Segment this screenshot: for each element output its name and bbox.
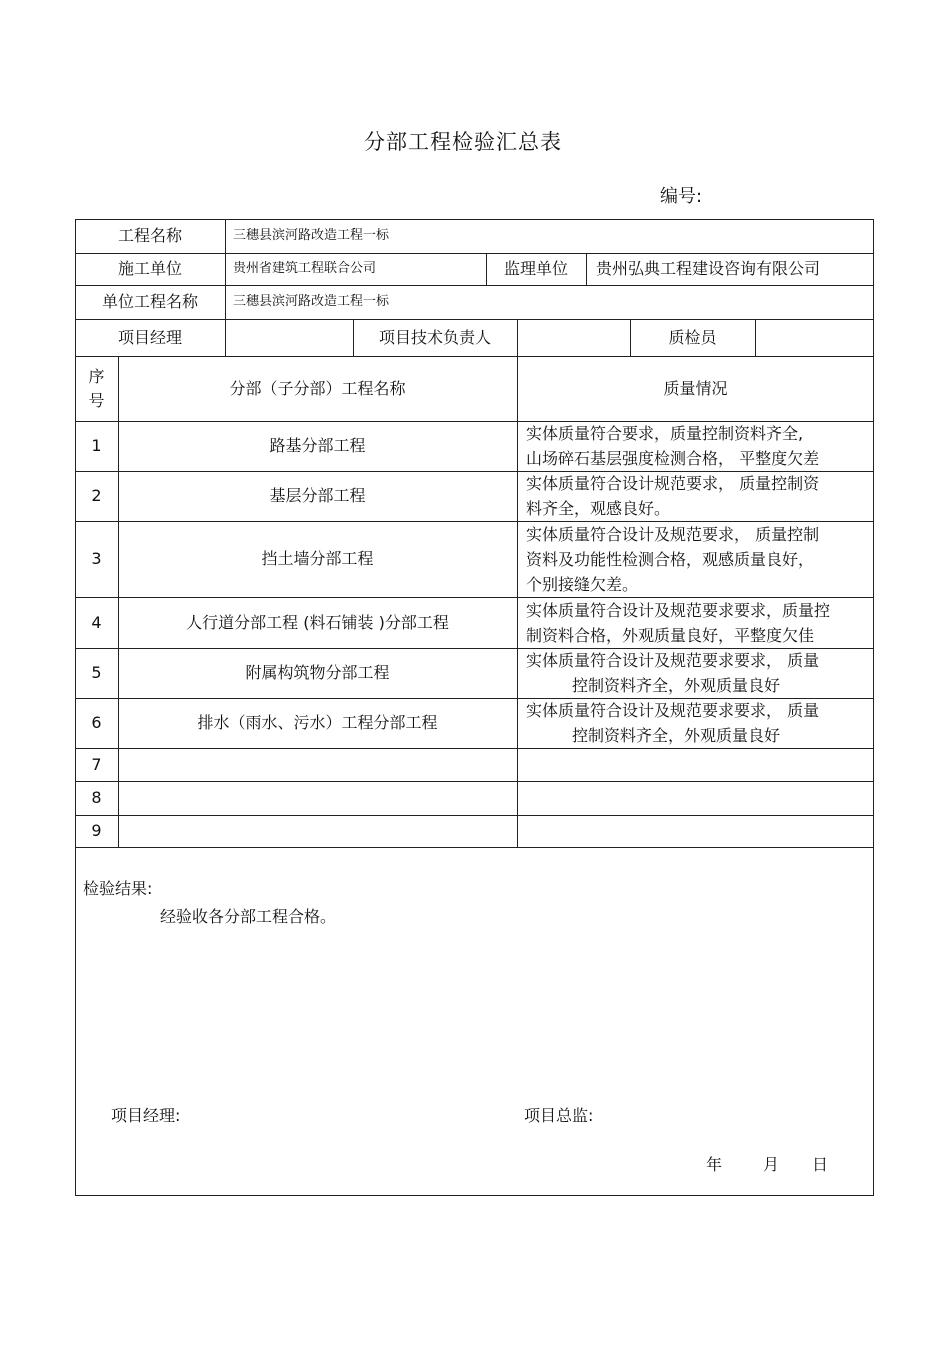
document-number-label: 编号: bbox=[660, 186, 703, 207]
row-quality bbox=[517, 471, 874, 521]
row-name: 基层分部工程 bbox=[269, 486, 366, 505]
supervision-unit-label: 监理单位 bbox=[503, 259, 568, 278]
name-header: 分部（子分部）工程名称 bbox=[229, 378, 406, 398]
row-quality bbox=[517, 421, 874, 471]
inspector-label: 质检员 bbox=[668, 327, 717, 347]
construction-unit-value: 贵州省建筑工程联合公司 bbox=[233, 261, 377, 276]
quality-line: 山场碎石基层强度检测合格， 平整度欠差 bbox=[526, 449, 820, 468]
row-name: 挡土墙分部工程 bbox=[261, 549, 374, 568]
day-label: 日 bbox=[812, 1155, 829, 1174]
year-label: 年 bbox=[706, 1155, 723, 1174]
supervision-unit-value: 贵州弘典工程建设咨询有限公司 bbox=[596, 259, 821, 278]
project-name-value: 三穗县滨河路改造工程一标 bbox=[233, 228, 390, 243]
row-name: 路基分部工程 bbox=[269, 436, 366, 455]
row-quality bbox=[517, 521, 874, 597]
row-name: 排水（雨水、污水）工程分部工程 bbox=[197, 713, 438, 732]
quality-line: 料齐全，观感良好。 bbox=[526, 499, 671, 518]
quality-line: 控制资料齐全，外观质量良好 bbox=[572, 726, 781, 745]
seq-header bbox=[75, 356, 118, 421]
quality-line: 实体质量符合设计及规范要求要求，质量控 bbox=[526, 600, 831, 620]
manager-sign-label: 项目经理: bbox=[111, 1106, 181, 1125]
tech-lead-label: 项目技术负责人 bbox=[378, 327, 491, 347]
row-seq: 2 bbox=[91, 486, 102, 505]
seq-header-line2: 号 bbox=[88, 390, 105, 410]
manager-label: 项目经理 bbox=[117, 327, 182, 347]
row-seq: 7 bbox=[91, 754, 102, 774]
quality-header: 质量情况 bbox=[663, 378, 728, 398]
inspector-value bbox=[755, 319, 874, 356]
row-quality bbox=[517, 648, 874, 698]
row-name bbox=[118, 781, 517, 815]
row-name: 附属构筑物分部工程 bbox=[245, 663, 390, 682]
row-seq: 6 bbox=[91, 713, 102, 732]
row-seq: 5 bbox=[91, 663, 102, 682]
quality-line: 个别接缝欠差。 bbox=[526, 574, 639, 594]
result-label: 检验结果: bbox=[83, 879, 153, 898]
month-label: 月 bbox=[763, 1155, 780, 1174]
page-title: 分部工程检验汇总表 bbox=[364, 130, 562, 154]
seq-header-line1: 序 bbox=[88, 366, 105, 386]
row-name bbox=[118, 815, 517, 847]
row-seq: 4 bbox=[91, 612, 102, 632]
row-seq: 1 bbox=[91, 436, 102, 455]
rule bbox=[75, 847, 874, 848]
quality-line: 实体质量符合设计及规范要求， 质量控制 bbox=[526, 524, 820, 544]
manager-value bbox=[225, 319, 353, 356]
row-seq: 8 bbox=[91, 788, 102, 807]
quality-line: 实体质量符合设计规范要求， 质量控制资 bbox=[526, 474, 820, 493]
quality-line: 实体质量符合设计及规范要求要求， 质量 bbox=[526, 651, 820, 670]
quality-line: 资料及功能性检测合格，观感质量良好， bbox=[526, 549, 815, 569]
tech-lead-value bbox=[517, 319, 630, 356]
row-name bbox=[118, 748, 517, 781]
quality-line: 实体质量符合要求，质量控制资料齐全, bbox=[526, 424, 804, 443]
quality-line: 制资料合格，外观质量良好，平整度欠佳 bbox=[526, 625, 815, 645]
project-name-label: 工程名称 bbox=[117, 226, 182, 245]
construction-unit-label: 施工单位 bbox=[117, 259, 182, 278]
quality-line: 控制资料齐全，外观质量良好 bbox=[572, 676, 781, 695]
result-text: 经验收各分部工程合格。 bbox=[160, 907, 337, 926]
unit-project-label: 单位工程名称 bbox=[101, 292, 198, 311]
row-quality bbox=[517, 698, 874, 748]
row-seq: 3 bbox=[91, 549, 102, 568]
row-seq: 9 bbox=[91, 821, 102, 840]
quality-line: 实体质量符合设计及规范要求要求， 质量 bbox=[526, 701, 820, 720]
director-sign-label: 项目总监: bbox=[524, 1106, 594, 1125]
row-name: 人行道分部工程 (料石铺装 )分部工程 bbox=[186, 612, 449, 632]
unit-project-value: 三穗县滨河路改造工程一标 bbox=[233, 294, 390, 309]
row-quality bbox=[517, 597, 874, 648]
